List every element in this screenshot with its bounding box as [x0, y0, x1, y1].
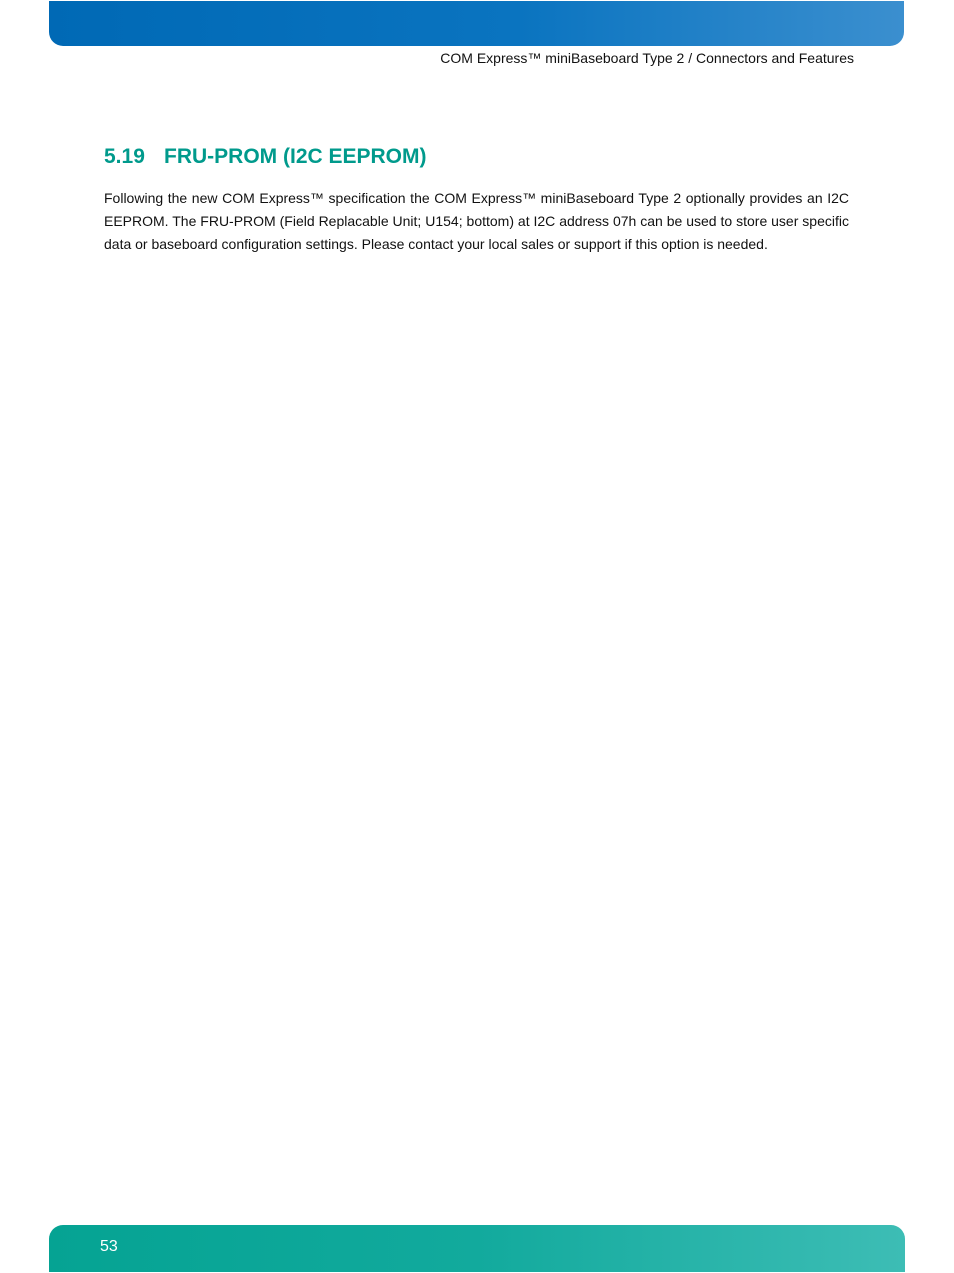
page-number: 53: [100, 1238, 118, 1255]
section-number: 5.19: [104, 145, 145, 168]
header-banner: [49, 1, 904, 46]
section-title: FRU-PROM (I2C EEPROM): [164, 145, 427, 168]
section-heading: [104, 145, 427, 169]
body-paragraph: Following the new COM Express™ specification the COM Express™ miniBaseboard Type 2 optionally provides an I2C EEPROM. The FRU-PROM (Field Replacable Unit; U154; bottom) at I2C address 07h can be used to store user specific data or baseboard configuration settings. Please contact your local sales or support if this option is needed.: [104, 190, 849, 252]
running-header: COM Express™ miniBaseboard Type 2 / Connectors and Features: [440, 50, 854, 66]
footer-banner: [49, 1225, 905, 1272]
